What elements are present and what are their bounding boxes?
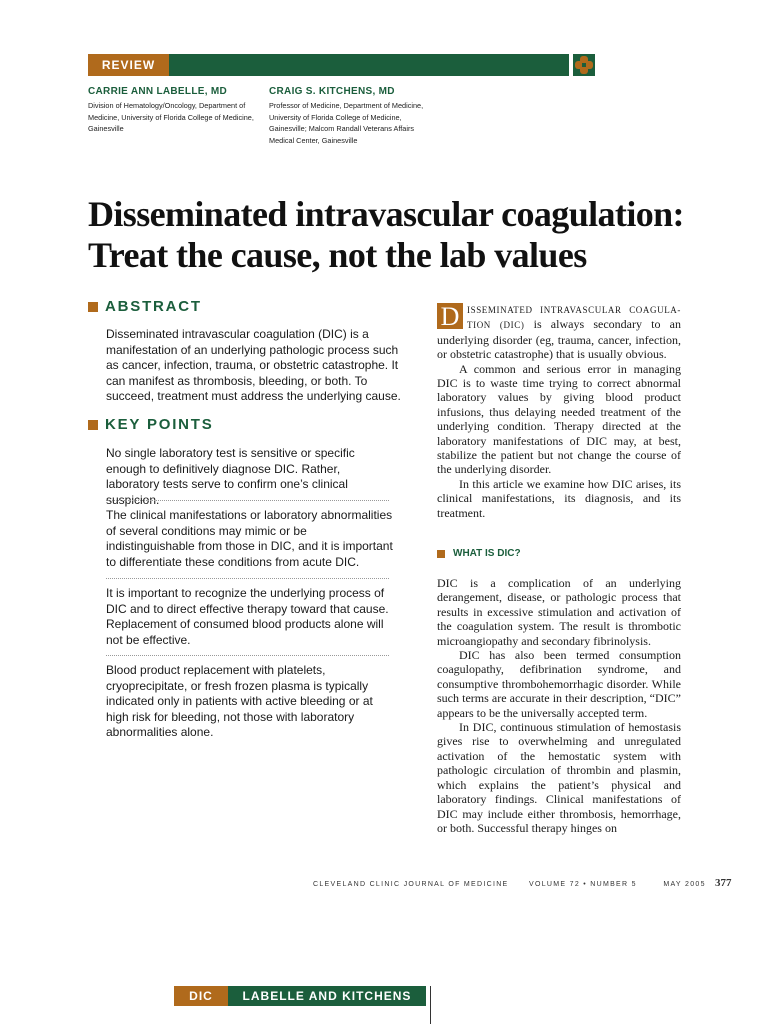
key-point: It is important to recognize the underlying process of DIC and to direct effective therapy toward that cause. Replacement of consumed blood products alone will not be effective. — [106, 586, 389, 647]
what-p2: DIC has also been termed consumption coagulopathy, defibrination syndrome, and consumptive thrombohemorrhagic disorder. While such terms are accurate in their description, “DIC” appears to be the universally accepted term. — [437, 648, 681, 720]
key-points-heading-label: KEY POINTS — [105, 416, 214, 433]
key-point: The clinical manifestations or laboratory abnormalities of several conditions may mimic or be indistinguishable from those in DIC, and it is important to differentiate these conditions from acute DIC. — [106, 508, 393, 569]
square-bullet-icon — [88, 302, 98, 312]
running-head-authors: LABELLE AND KITCHENS — [228, 986, 426, 1006]
abstract-heading-label: ABSTRACT — [105, 298, 202, 315]
section-tag: REVIEW — [88, 54, 169, 76]
author-affiliation: Professor of Medicine, Department of Medicine, University of Florida College of Medicine, Gainesville; Malcom Randall Veterans Affairs Medical Center, Gainesville — [269, 101, 424, 145]
divider — [106, 500, 389, 501]
intro-p3: In this article we examine how DIC arises, its clinical manifestations, its diagnosis, and its treatment. — [437, 476, 681, 520]
author-block — [269, 86, 439, 146]
clover-cross-icon — [573, 54, 595, 76]
page-number: 377 — [715, 877, 732, 889]
author-name: CARRIE ANN LABELLE, MD — [88, 86, 228, 97]
page-footer — [313, 877, 732, 889]
title-line: Disseminated intravascular coagulation: — [88, 194, 684, 234]
intro-lead: ISSEMINATED INTRAVASCULAR COAGULA-TION (DIC) — [467, 305, 681, 331]
title-line: Treat the cause, not the lab values — [88, 235, 587, 275]
divider — [106, 655, 389, 656]
journal-name: CLEVELAND CLINIC JOURNAL OF MEDICINE — [313, 881, 509, 888]
author-affiliation: Division of Hematology/Oncology, Department of Medicine, University of Florida College of Medicine, Gainesville — [88, 101, 254, 133]
square-bullet-icon — [88, 420, 98, 430]
author-name: CRAIG S. KITCHENS, MD — [269, 86, 395, 97]
key-point: Blood product replacement with platelets, cryoprecipitate, or fresh frozen plasma is typically indicated only in patients with active bleeding or at high risk for bleeding, not those with laboratory abnormalities alone. — [106, 663, 373, 740]
column-rule — [430, 986, 431, 1024]
what-is-dic-heading — [437, 548, 521, 559]
running-head-topic: DIC — [174, 986, 228, 1006]
volume-info: VOLUME 72 • NUMBER 5 — [529, 881, 637, 888]
drop-cap: D — [437, 303, 463, 329]
divider — [106, 578, 389, 579]
author-block — [88, 86, 260, 135]
abstract-heading — [88, 298, 202, 315]
intro-p2: A common and serious error in managing DIC is to waste time trying to correct abnormal laboratory values by giving blood product infusions, thus delaying needed treatment of the underlying condition. Therapy directed at the laboratory manifestations of DIC may, at best, stabilize the patient but not change the course of the underlying disorder. — [437, 361, 681, 477]
what-p1: DIC is a complication of an underlying derangement, disease, or pathologic process that results in excessive stimulation and activation of the coagulation system. The result is thrombotic microangiopathy and secondary fibrinolysis. — [437, 576, 681, 648]
square-bullet-icon — [437, 550, 445, 558]
abstract-text: Disseminated intravascular coagulation (DIC) is a manifestation of an underlying pathologic process such as cancer, infection, trauma, or obstetric catastrophe. It can manifest as thrombosis, bleeding, or both. To succeed, treatment must address the underlying cause. — [106, 327, 401, 404]
what-is-dic-text — [437, 576, 681, 835]
issue-date: MAY 2005 — [663, 881, 706, 888]
key-point: No single laboratory test is sensitive or specific enough to definitively diagnose DIC. Rather, laboratory tests serve to confirm one’s clinical suspicion. — [106, 446, 355, 507]
key-points-heading — [88, 416, 214, 433]
what-is-dic-label: WHAT IS DIC? — [453, 548, 521, 559]
what-p3: In DIC, continuous stimulation of hemostasis gives rise to overwhelming and unregulated activation of the hemostatic system with pathologic circulation of thrombin and plasmin, which explains the patient’s physical and laboratory findings. Clinical manifestations of DIC may include either thrombosis, hemorrhage, or both. Successful therapy hinges on — [437, 720, 681, 835]
running-head — [174, 986, 426, 1006]
intro-text — [437, 302, 681, 520]
article-title — [88, 194, 698, 276]
intro-p1: is always secondary to an underlying disorder (eg, trauma, cancer, infection, or obstetric catastrophe) that is usually obvious. — [437, 317, 681, 362]
